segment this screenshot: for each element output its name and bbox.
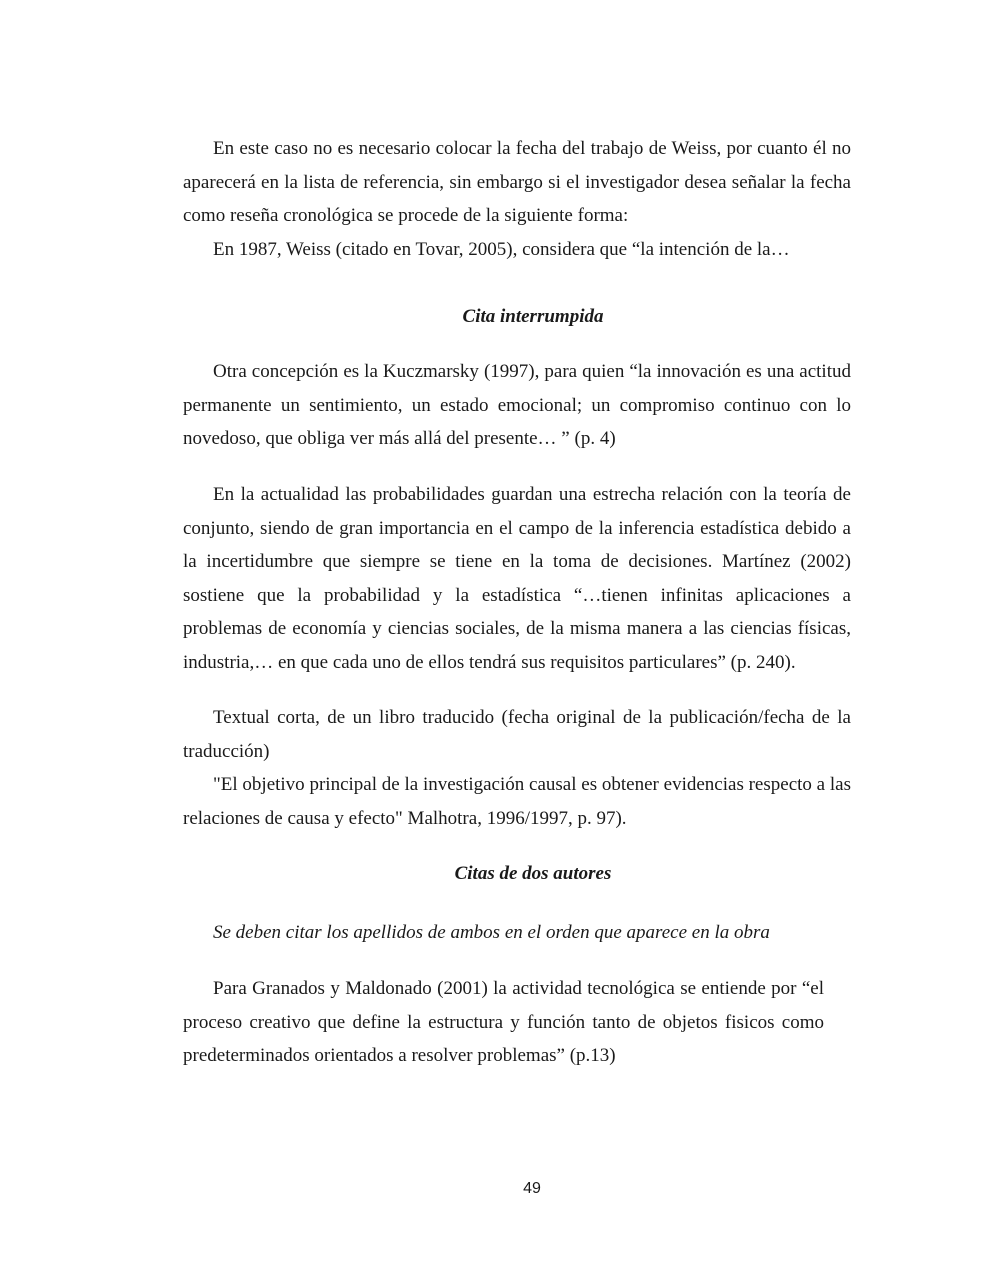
paragraph-weiss-example: En 1987, Weiss (citado en Tovar, 2005), considera que “la intención de la… — [213, 238, 790, 260]
paragraph-textual-corta: Textual corta, de un libro traducido (fecha original de la publicación/fecha de la traducción) — [183, 707, 851, 762]
paragraph-weiss-note: En este caso no es necesario colocar la fecha del trabajo de Weiss, por cuanto él no aparecerá en la lista de referencia, sin embargo si el investigador desea señalar la fecha como reseña cronológica se procede de la siguiente forma: — [183, 138, 851, 226]
page-number: 49 — [523, 1180, 541, 1197]
italic-instruction: Se deben citar los apellidos de ambos en el orden que aparece en la obra — [213, 922, 770, 943]
paragraph-granados: Para Granados y Maldonado (2001) la actividad tecnológica se entiende por “el proceso creativo que define la estructura y función tanto de objetos fisicos como predeterminados orientados a resolver problemas” (p.13) — [183, 978, 824, 1066]
paragraph-kuczmarsky: Otra concepción es la Kuczmarsky (1997), para quien “la innovación es una actitud permanente un sentimiento, un estado emocional; un compromiso continuo con lo novedoso, que obliga ver más allá del presente… ” (p. 4) — [183, 361, 851, 449]
granados-block — [183, 972, 824, 1073]
malhotra-block — [183, 701, 851, 835]
paragraph-martinez: En la actualidad las probabilidades guardan una estrecha relación con la teoría de conjunto, siendo de gran importancia en el campo de la inferencia estadística debido a la incertidumbre que siempre se tiene en la toma de decisiones. Martínez (2002) sostiene que la probabilidad y la estadística “…tienen infinitas aplicaciones a problemas de economía y ciencias sociales, de la misma manera a las ciencias físicas, industria,… en que cada uno de ellos tendrá sus requisitos particulares” (p. 240). — [183, 484, 851, 673]
heading-citas-dos-autores: Citas de dos autores — [454, 863, 612, 884]
heading-cita-interrumpida: Cita interrumpida — [462, 306, 604, 327]
martinez-block — [183, 478, 851, 679]
paragraph-malhotra-quote: "El objetivo principal de la investigación causal es obtener evidencias respecto a las relaciones de causa y efecto" Malhotra, 1996/1997, p. 97). — [183, 774, 851, 829]
kuczmarsky-block — [183, 355, 851, 456]
intro-block — [183, 132, 851, 266]
